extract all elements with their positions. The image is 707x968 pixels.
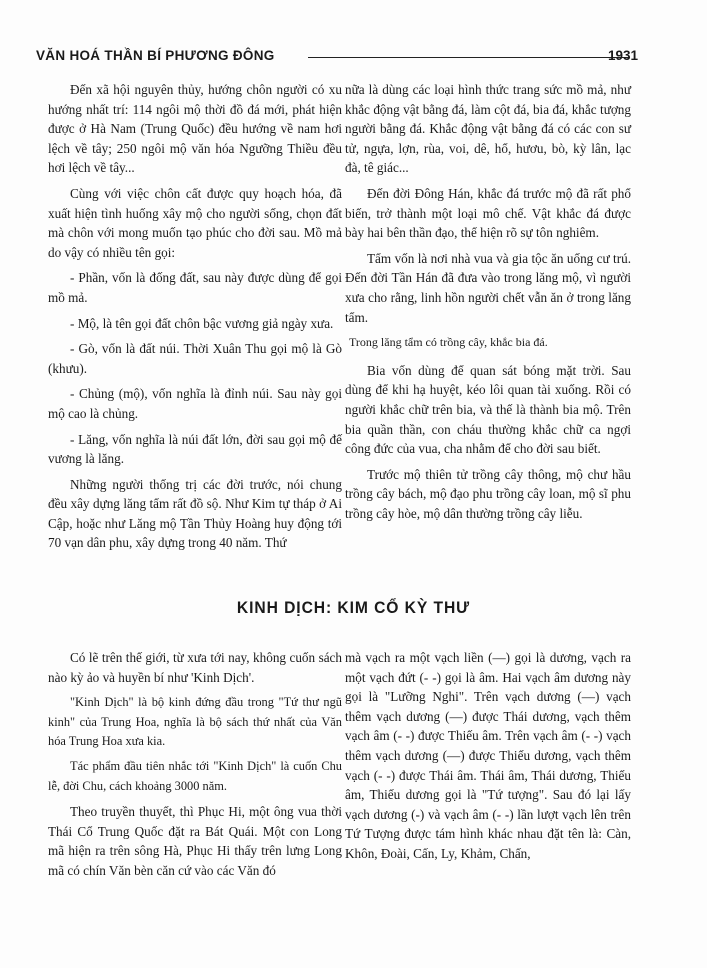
list-item: - Lăng, vốn nghĩa là núi đất lớn, đời sau gọi mộ đế vương là lăng. <box>48 431 342 467</box>
list-item: - Phần, vốn là đống đất, sau này được dùng để gọi mồ mả. <box>48 270 342 305</box>
header-rule <box>308 57 630 58</box>
paragraph: Cùng với việc chôn cất được quy hoạch hóa, đã xuất hiện tình huống xây mộ cho người sống, chọn đất mà chôn với mong muốn tạo phúc cho đời sau. Mồ mả do vậy có nhiều tên gọi: <box>48 185 342 260</box>
paragraph: Theo truyền thuyết, thì Phục Hi, một ông vua thời Thái Cổ Trung Quốc đặt ra Bát Quái. Một con Long mã hiện ra trên sông Hà, Phục Hi thấy trên lưng Long mã có chín Văn bèn căn cứ vào các Văn đó <box>48 804 342 878</box>
top-right-column <box>345 80 631 529</box>
paragraph: Bia vốn dùng để quan sát bóng mặt trời. Sau dùng để khi hạ huyệt, kéo lôi quan tài xuống. Rồi có người khắc chữ trên bia, và thế là thành bia mộ. Trên bia quần thần, con cháu thường khắc chữ ca ngợi công đức của vua, cha nhằm để cho đời sau biết. <box>345 362 631 457</box>
paragraph: Tẩm vốn là nơi nhà vua và gia tộc ăn uống cư trú. Đến đời Tần Hán đã đưa vào trong lăng mộ, vì người xưa cho rằng, linh hồn người chết vẫn ăn ở trong lăng tẩm. <box>345 250 631 325</box>
top-left-column <box>48 80 342 559</box>
page-number: 1931 <box>607 48 638 63</box>
list-item: - Gò, vốn là đất núi. Thời Xuân Thu gọi mộ là Gò (khưu). <box>48 341 342 376</box>
paragraph: Đến xã hội nguyên thủy, hướng chôn người có xu hướng nhất trí: 114 ngôi mộ thời đồ đá mới, phát hiện được ở Hà Nam (Trung Quốc) đều hướng về nam hơi lệch về tây; 250 ngôi mộ văn hóa Ngưỡng Thiều đều hơi lệch về tây... <box>48 82 342 176</box>
list-item: - Chủng (mộ), vốn nghĩa là đỉnh núi. Sau này gọi mộ cao là chủng. <box>48 386 342 421</box>
running-header-title: VĂN HOÁ THẦN BÍ PHƯƠNG ĐÔNG <box>36 48 275 63</box>
paragraph: Có lẽ trên thế giới, từ xưa tới nay, không cuốn sách nào kỳ ảo và huyền bí như 'Kinh Dịch'. <box>48 650 342 685</box>
bottom-left-column <box>48 648 342 887</box>
paragraph: Những người thống trị các đời trước, nói chung đều xây dựng lăng tẩm rất đồ sộ. Như Kim tự tháp ở Ai Cập, hoặc như Lăng mộ Tần Thủy Hoàng huy động tới 70 vạn dân phu, xây dựng trong 40 năm. Thứ <box>48 476 342 551</box>
running-header <box>36 48 636 70</box>
paragraph: Trước mộ thiên tử trồng cây thông, mộ chư hầu trồng cây bách, mộ đạo phu trồng cây loan, mộ sĩ phu trồng cây hòe, mộ dân thường trồng cây liễu. <box>345 466 631 521</box>
bottom-right-column <box>345 648 631 870</box>
paragraph: nữa là dùng các loại hình thức trang sức mồ mả, như khắc động vật bằng đá, làm cột đá, bia đá, khắc tượng người bằng đá. Khắc động vật bằng đá có các con sư tử, ngựa, lợn, rùa, voi, dê, hổ, hươu, bò, kỳ lân, lạc đà, tê giác... <box>345 82 631 176</box>
paragraph: Đến đời Đông Hán, khắc đá trước mộ đã rất phổ biến, trở thành một loại mô chế. Vật khắc đá được bày hai bên thần đạo, thể hiện rõ sự tôn nghiêm. <box>345 185 631 241</box>
list-item: - Mộ, là tên gọi đất chôn bậc vương giả ngày xưa. <box>70 315 334 331</box>
paragraph: mà vạch ra một vạch liền (—) gọi là dương, vạch ra một vạch đứt (- -) gọi là âm. Hai vạch âm dương này gọi là "Lưỡng Nghi". Trên vạch dương (—) vạch thêm vạch dương (—) được Thái dương, vạch thêm vạch âm (- -) được Thiếu âm. Trên vạch âm (- -) vạch thêm vạch dương (—) được Thiếu dương, vạch thêm vạch (- -) được Thái âm. Thái âm, Thái dương, Thiếu âm, Thiếu dương gọi là "Tứ tượng". Sau đó lại lấy vạch dương (-) và vạch âm (- -) lần lượt vạch lên trên Tứ Tượng được tám hình khác nhau đặt tên là: Càn, Khôn, Đoài, Cấn, Ly, Khảm, Chấn, <box>345 650 631 861</box>
section-title: KINH DỊCH: KIM CỔ KỲ THƯ <box>236 598 471 617</box>
paragraph: "Kinh Dịch" là bộ kinh đứng đầu trong "Tứ thư ngũ kinh" của Trung Hoa, nghĩa là bộ sách thứ nhất của Văn hóa Trung Hoa xưa kia. <box>48 695 342 748</box>
paragraph: Tác phẩm đầu tiên nhắc tới "Kinh Dịch" là cuốn Chu lễ, đời Chu, cách khoảng 3000 năm. <box>48 759 342 793</box>
caption: Trong lăng tẩm có trồng cây, khắc bia đá. <box>349 335 548 350</box>
